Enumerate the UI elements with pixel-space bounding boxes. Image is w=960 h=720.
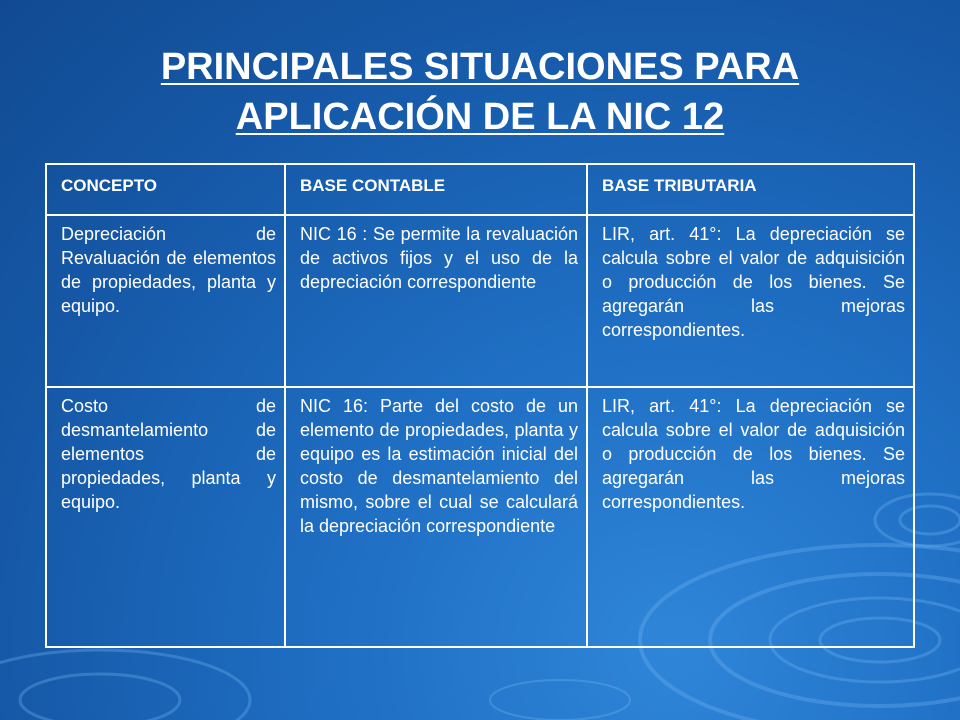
cell-base-contable: NIC 16 : Se permite la revaluación de activos fijos y el uso de la depreciación correspondiente	[285, 215, 587, 387]
cell-base-contable: NIC 16: Parte del costo de un elemento de propiedades, planta y equipo es la estimación inicial del costo de desmantelamiento del mismo, sobre el cual se calculará la depreciación correspondiente	[285, 387, 587, 647]
table-row	[46, 215, 914, 387]
header-concepto: CONCEPTO	[46, 164, 285, 215]
cell-base-tributaria: LIR, art. 41°: La depreciación se calcula sobre el valor de adquisición o producción de los bienes. Se agregarán las mejoras correspondientes.	[587, 215, 914, 387]
cell-base-tributaria: LIR, art. 41°: La depreciación se calcula sobre el valor de adquisición o producción de los bienes. Se agregarán las mejoras correspondientes.	[587, 387, 914, 647]
cell-concepto: Costo de desmantelamiento de elementos de propiedades, planta y equipo.	[46, 387, 285, 647]
cell-concepto: Depreciación de Revaluación de elementos de propiedades, planta y equipo.	[46, 215, 285, 387]
title-line-2: APLICACIÓN DE LA NIC 12	[235, 96, 725, 138]
table-row	[46, 387, 914, 647]
title-line-1: PRINCIPALES SITUACIONES PARA	[160, 46, 800, 88]
comparison-table	[45, 163, 915, 648]
header-base-tributaria: BASE TRIBUTARIA	[587, 164, 914, 215]
header-base-contable: BASE CONTABLE	[285, 164, 587, 215]
page-title	[0, 42, 960, 142]
table-header-row	[46, 164, 914, 215]
